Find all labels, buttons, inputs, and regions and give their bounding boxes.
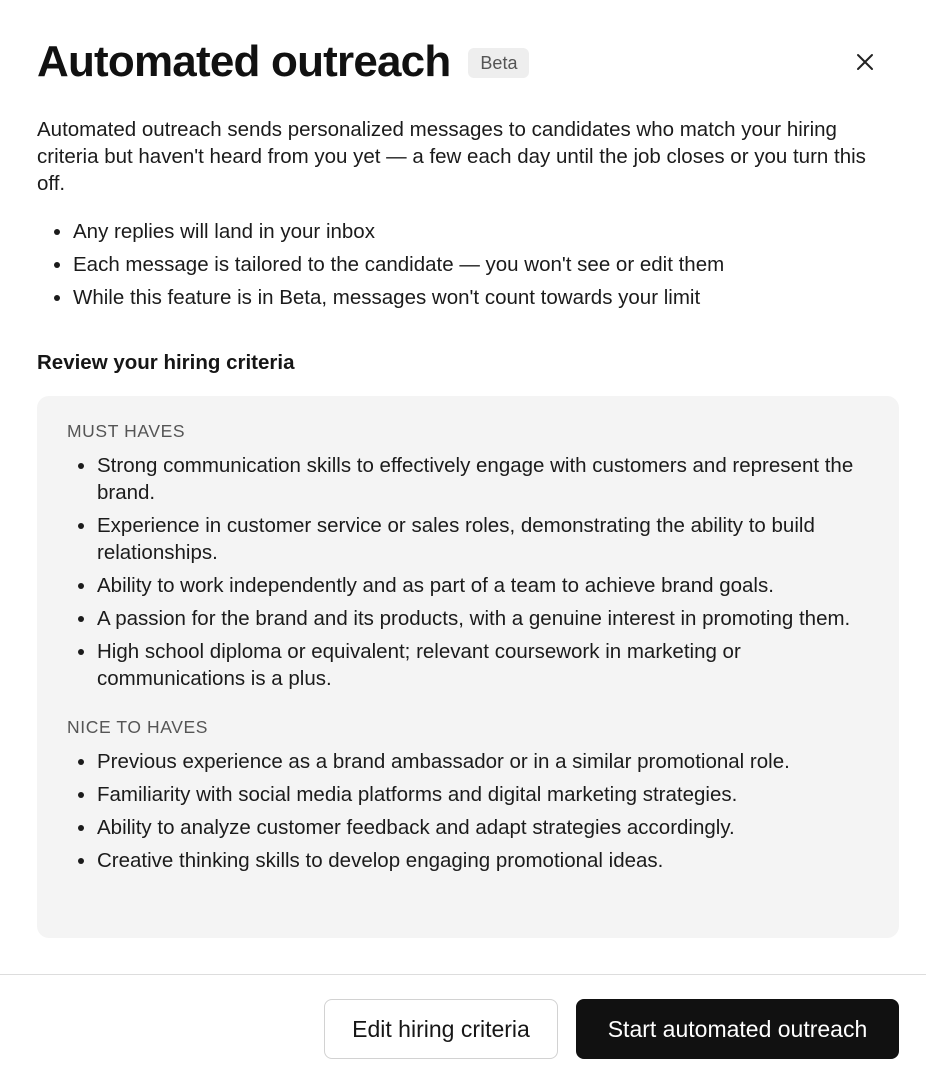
criteria-item: • Familiarity with social media platforms and digital marketing strategies.	[97, 781, 869, 808]
bullet-item: • While this feature is in Beta, messages won't count towards your limit	[73, 284, 926, 311]
nice-to-haves-label: NICE TO HAVES	[67, 717, 209, 737]
edit-hiring-criteria-button[interactable]: Edit hiring criteria	[324, 999, 558, 1059]
must-haves-list	[67, 452, 869, 692]
close-icon	[853, 50, 877, 74]
close-button[interactable]	[853, 50, 877, 74]
criteria-item: • Ability to analyze customer feedback and adapt strategies accordingly.	[97, 814, 869, 841]
beta-badge: Beta	[468, 48, 529, 78]
criteria-heading: Review your hiring criteria	[37, 351, 295, 374]
must-haves-label: MUST HAVES	[67, 421, 186, 441]
dialog-header	[37, 34, 889, 90]
bullet-item: • Each message is tailored to the candidate — you won't see or edit them	[73, 251, 926, 278]
nice-to-haves-list	[67, 748, 869, 874]
criteria-item: • Ability to work independently and as part of a team to achieve brand goals.	[97, 572, 869, 599]
criteria-item: • High school diploma or equivalent; relevant coursework in marketing or communications is a plus.	[97, 638, 869, 692]
intro-text: Automated outreach sends personalized messages to candidates who match your hiring criteria but haven't heard from you yet — a few each day until the job closes or you turn this off.	[37, 118, 866, 195]
criteria-item: • A passion for the brand and its products, with a genuine interest in promoting them.	[97, 605, 869, 632]
criteria-panel	[37, 396, 899, 938]
start-automated-outreach-button[interactable]: Start automated outreach	[576, 999, 899, 1059]
bullet-item: • Any replies will land in your inbox	[73, 218, 926, 245]
criteria-item: • Creative thinking skills to develop engaging promotional ideas.	[97, 847, 869, 874]
dialog-title: Automated outreach	[37, 37, 451, 86]
feature-bullets	[37, 218, 926, 317]
criteria-item: • Experience in customer service or sales roles, demonstrating the ability to build relationships.	[97, 512, 869, 566]
criteria-item: • Previous experience as a brand ambassador or in a similar promotional role.	[97, 748, 869, 775]
criteria-item: • Strong communication skills to effectively engage with customers and represent the brand.	[97, 452, 869, 506]
footer-divider	[0, 974, 926, 975]
